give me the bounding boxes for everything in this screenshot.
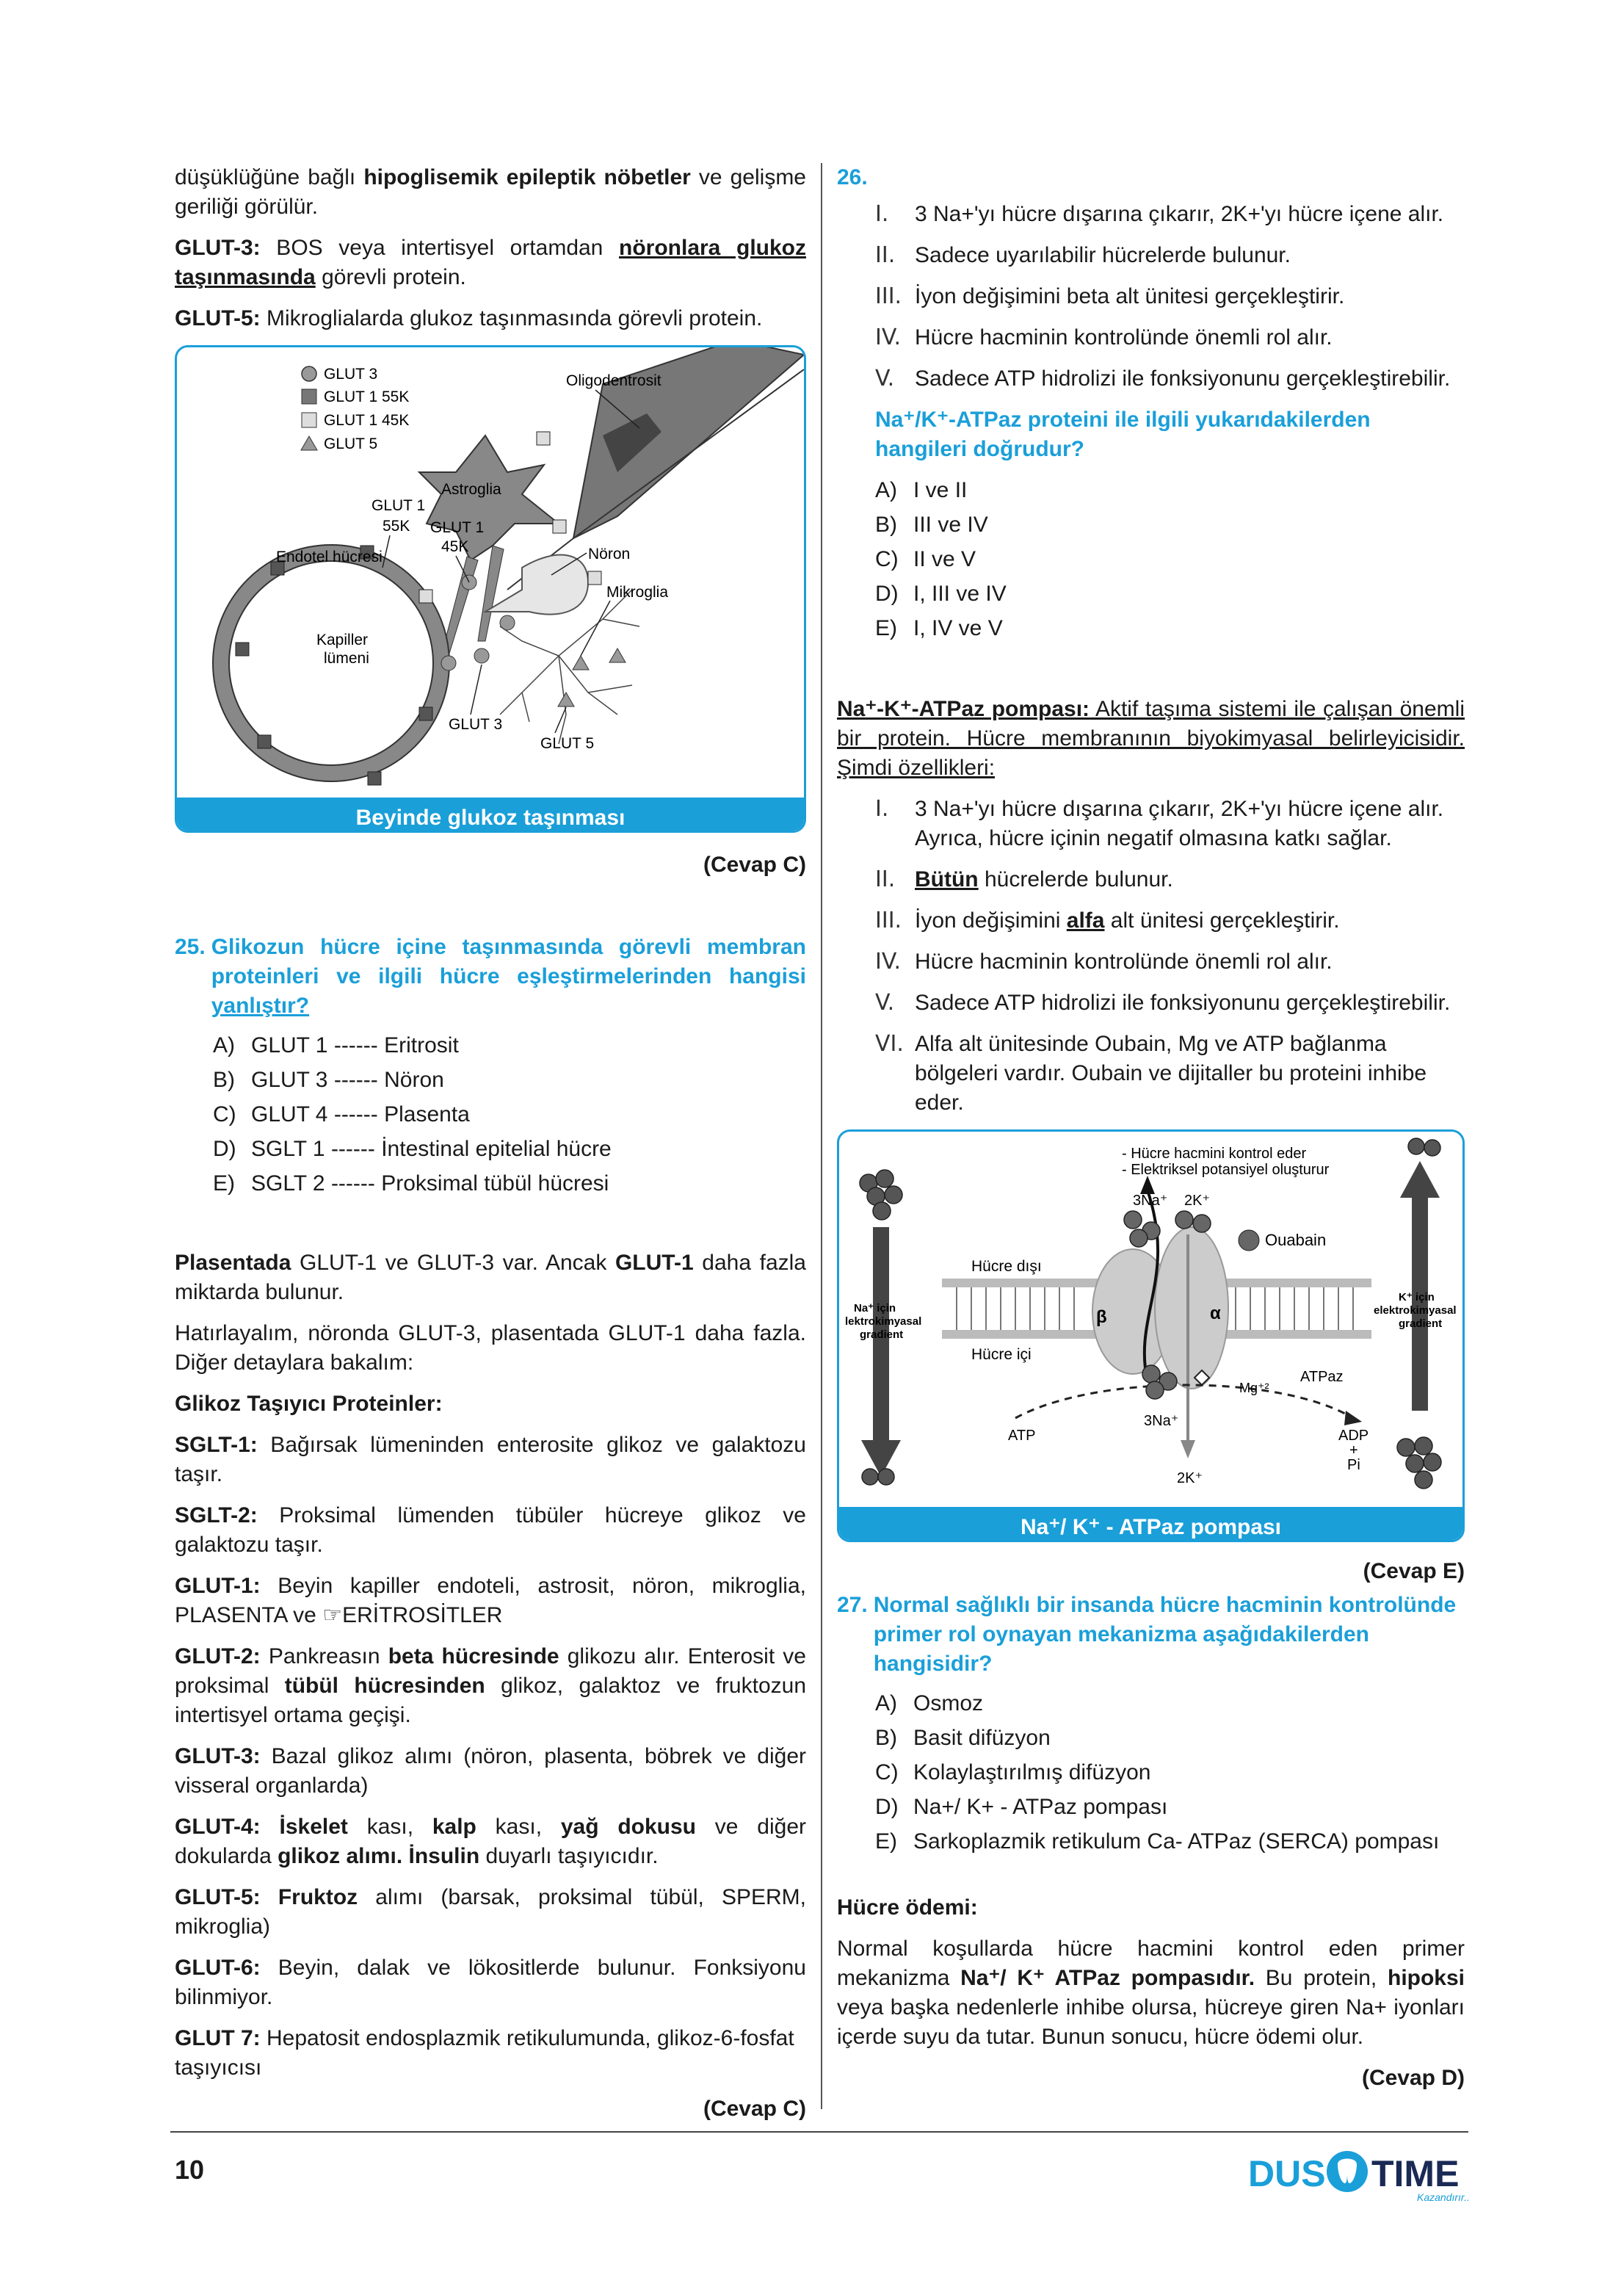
label-beta: β [1096, 1307, 1107, 1327]
glut1-45k-marker [537, 432, 550, 445]
glut1-45k-marker [588, 571, 601, 585]
question-number: 26. [837, 165, 868, 189]
label-capillary-a: Kapiller [316, 632, 369, 648]
glut1-45k-marker [553, 520, 566, 533]
glut1-55k-marker [236, 643, 249, 656]
option-c[interactable]: C) II ve V [875, 547, 976, 571]
option-e[interactable]: E) SGLT 2 ------ Proksimal tübül hücresi [213, 1171, 609, 1196]
label-3na-in: 3Na⁺ [1144, 1413, 1179, 1429]
label-glut5-pointer: GLUT 5 [540, 735, 595, 752]
legend-glut3-marker [302, 366, 316, 381]
option-e[interactable]: E) I, IV ve V [875, 616, 1003, 640]
statement-ii: II. Sadece uyarılabilir hücrelerde bulunur. [875, 242, 1291, 268]
label-oligodendrocyte: Oligodentrosit [566, 372, 661, 389]
answer-label: (Cevap C) [703, 853, 806, 877]
option-c[interactable]: C) GLUT 4 ------ Plasenta [213, 1102, 470, 1127]
label-k-gradient-2: elektrokimyasal [1374, 1304, 1457, 1317]
question-number: 27. [837, 1593, 868, 1617]
label-mg: Mg⁺² [1239, 1381, 1269, 1395]
option-b[interactable]: B) III ve IV [875, 513, 988, 537]
label-plus: + [1349, 1442, 1358, 1458]
legend-glut1-55k-marker [302, 389, 316, 404]
column-divider [821, 163, 822, 2109]
right-column [837, 163, 1465, 2106]
label-glut1-55k-b: 55K [383, 518, 410, 535]
option-b[interactable]: B) Basit difüzyon [875, 1726, 1051, 1750]
glut2-entry: GLUT-2: Pankreasın beta hücresinde glikozu alır. Enterosit ve proksimal tübül hücresinden glikoz, galaktoz ve fruktozun intertisyel ortama geçişi. [175, 1644, 806, 1727]
property-iii: III. İyon değişimini alfa alt ünitesi gerçekleştirir. [875, 908, 1340, 933]
label-volume-control: - Hücre hacmini kontrol eder [1122, 1146, 1307, 1162]
astroglia-body [419, 435, 559, 560]
label-glut3-pointer: GLUT 3 [449, 716, 503, 733]
intro-paragraph: düşüklüğüne bağlı hipoglisemik epileptik nöbetler ve gelişme geriliği görülür. [175, 165, 806, 219]
page-number: 10 [175, 2155, 205, 2185]
label-2k-out: 2K⁺ [1184, 1193, 1211, 1209]
answer-label: (Cevap C) [703, 2097, 806, 2121]
logo-graphic [1248, 2141, 1468, 2207]
label-2k-in: 2K⁺ [1177, 1470, 1203, 1486]
glut1-55k-marker [368, 772, 381, 785]
glut5-marker [609, 648, 626, 662]
cell-edema-text: Normal koşullarda hücre hacmini kontrol eden primer mekanizma Na⁺/ K⁺ ATPaz pompasıdır. Bu protein, hipoksi veya başka nedenlerle inhibe olursa, hücreye giren Na+ iyonları içerde suyu da tutar. Bunun sonucu, hücre ödemi olur. [837, 1937, 1465, 2049]
atp-hydrolysis-arrow [1015, 1385, 1353, 1418]
property-ii: II. Bütün hücrelerde bulunur. [875, 867, 1173, 892]
label-microglia: Mikroglia [606, 584, 669, 601]
label-glut1-45k-a: GLUT 1 [430, 519, 485, 536]
svg-text:DUS: DUS [1248, 2153, 1326, 2194]
ouabain-molecule [1239, 1230, 1259, 1251]
statement-i: I. 3 Na+'yı hücre dışarına çıkarır, 2K+'yı hücre içene alır. [875, 201, 1444, 227]
label-glut1-45k-b: 45K [441, 538, 469, 555]
label-k-gradient-3: gradient [1399, 1317, 1443, 1330]
footer-rule [170, 2131, 1468, 2133]
sglt1-entry: SGLT-1: Bağırsak lümeninden enterosite glikoz ve galaktozu taşır. [175, 1433, 806, 1486]
answer-label: (Cevap D) [1361, 2066, 1465, 2090]
question-25 [175, 933, 806, 1021]
label-adp: ADP [1338, 1428, 1369, 1444]
option-a[interactable]: A) Osmoz [875, 1691, 984, 1715]
answer-options [213, 1031, 806, 1198]
svg-text:TIME: TIME [1371, 2153, 1460, 2194]
section-heading: Glikoz Taşıyıcı Proteinler: [175, 1392, 443, 1416]
question-26-text: Na⁺/K⁺-ATPaz proteini ile ilgili yukarıdakilerden hangileri doğrudur? [875, 408, 1371, 461]
option-e[interactable]: E) Sarkoplazmik retikulum Ca- ATPaz (SERCA) pompası [875, 1829, 1440, 1854]
legend-glut1-45k: GLUT 1 45K [324, 412, 410, 429]
glut1-55k-marker [419, 707, 432, 720]
label-astroglia: Astroglia [441, 481, 501, 498]
label-intracellular: Hücre içi [971, 1346, 1032, 1363]
question-text: Normal sağlıklı bir insanda hücre hacminin kontrolünde primer rol oynayan mekanizma aşağıdakilerden hangisidir? [873, 1593, 1457, 1676]
option-a[interactable]: A) GLUT 1 ------ Eritrosit [213, 1033, 459, 1057]
label-ouabain: Ouabain [1265, 1231, 1327, 1249]
label-atp: ATP [1008, 1428, 1036, 1444]
property-v: V. Sadece ATP hidrolizi ile fonksiyonunu gerçekleştirebilir. [875, 990, 1451, 1016]
pump-intro: Na⁺-K⁺-ATPaz pompası: Aktif taşıma sistemi ile çalışan önemli bir protein. Hücre membranının biyokimyasal belirleyicisidir. Şimdi özellikleri: [837, 697, 1465, 780]
option-c[interactable]: C) Kolaylaştırılmış difüzyon [875, 1760, 1151, 1785]
pointing-hand-icon: ☞ [322, 1603, 343, 1627]
property-vi: VI. Alfa alt ünitesinde Oubain, Mg ve ATP bağlanma bölgeleri vardır. Oubain ve dijitaller bu proteini inhibe eder. [875, 1031, 1427, 1115]
option-d[interactable]: D) SGLT 1 ------ İntestinal epitelial hücre [213, 1137, 612, 1161]
glut5-marker [558, 693, 574, 706]
ion-cluster-top-left [860, 1170, 902, 1220]
legend-glut3: GLUT 3 [324, 366, 378, 383]
legend-glut1-45k-marker [302, 413, 316, 427]
glut3-note: GLUT-3: BOS veya intertisyel ortamdan nöronlara glukoz taşınmasında görevli protein. [175, 236, 806, 289]
glut7-entry: GLUT 7: Hepatosit endosplazmik retikulumunda, glikoz-6-fosfat taşıyıcısı [175, 2026, 794, 2080]
label-electric-potential: - Elektriksel potansiyel oluşturur [1122, 1162, 1330, 1178]
label-endothelial-cell: Endotel hücresi [276, 549, 383, 565]
option-b[interactable]: B) GLUT 3 ------ Nöron [213, 1068, 444, 1092]
label-neuron: Nöron [588, 546, 631, 563]
glut3-marker [441, 656, 456, 670]
label-alpha: α [1210, 1303, 1221, 1323]
property-iv: IV. Hücre hacminin kontrolünde önemli rol alır. [875, 949, 1333, 975]
label-k-gradient-1: K⁺ için [1399, 1291, 1435, 1303]
glut1-45k-marker [419, 590, 432, 603]
figure-caption: Beyinde glukoz taşınması [177, 798, 804, 833]
statement-iv: IV. Hücre hacminin kontrolünde önemli rol alır. [875, 325, 1333, 350]
brain-glucose-diagram [177, 347, 804, 789]
sglt2-entry: SGLT-2: Proksimal lümenden tübüler hücreye glikoz ve galaktozu taşır. [175, 1503, 806, 1557]
na-k-atpase-diagram [839, 1132, 1462, 1499]
property-i: I. 3 Na+'yı hücre dışarına çıkarır, 2K+'yı hücre içene alır. Ayrıca, hücre içinin negatif olmasına katkı sağlar. [875, 796, 1444, 850]
legend-glut1-55k: GLUT 1 55K [324, 388, 410, 405]
answer-label: (Cevap E) [1363, 1559, 1465, 1583]
brain-glucose-figure [175, 345, 806, 833]
explanation-recall: Hatırlayalım, nöronda GLUT-3, plasentada GLUT-1 daha fazla. Diğer detaylara bakalım: [175, 1321, 806, 1375]
glut5-entry: GLUT-5: Fruktoz alımı (barsak, proksimal tübül, SPERM, mikroglia) [175, 1885, 806, 1939]
question-number: 25. [175, 935, 206, 959]
option-d[interactable]: D) Na+/ K+ - ATPaz pompası [875, 1795, 1168, 1819]
dustime-logo [1248, 2141, 1468, 2207]
glut5-marker [573, 656, 589, 670]
legend-glut5: GLUT 5 [324, 435, 378, 452]
label-na-gradient-2: lektrokimyasal [845, 1315, 922, 1328]
cell-edema-title: Hücre ödemi: [837, 1895, 978, 1920]
answer-options [875, 476, 1465, 643]
label-na-gradient-1: Na⁺ için [854, 1302, 896, 1315]
question-text: Glikozun hücre içine taşınmasında görevli membran proteinleri ve ilgili hücre eşleştirmelerinden hangisi yanlıştır? [211, 935, 806, 1018]
glut5-note: GLUT-5: Mikroglialarda glukoz taşınmasında görevli protein. [175, 306, 763, 330]
question-27 [837, 1591, 1465, 1679]
glut6-entry: GLUT-6: Beyin, dalak ve lökositlerde bulunur. Fonksiyonu bilinmiyor. [175, 1956, 806, 2009]
label-3na-out: 3Na⁺ [1133, 1193, 1168, 1209]
label-na-gradient-3: gradient [860, 1328, 904, 1341]
label-pi: Pi [1347, 1457, 1360, 1473]
option-a[interactable]: A) I ve II [875, 478, 968, 502]
ion-cluster-top-right [1408, 1138, 1440, 1156]
label-capillary-b: lümeni [324, 650, 369, 667]
na-k-atpase-figure [837, 1129, 1465, 1542]
explanation-placenta: Plasentada GLUT-1 ve GLUT-3 var. Ancak GLUT-1 daha fazla miktarda bulunur. [175, 1251, 806, 1304]
left-column [175, 163, 806, 2137]
answer-options [875, 1689, 1465, 1856]
option-d[interactable]: D) I, III ve IV [875, 582, 1007, 606]
statement-iii: III. İyon değişimini beta alt ünitesi gerçekleştirir. [875, 283, 1345, 309]
ion-cluster-bottom-right [1397, 1437, 1441, 1489]
legend-glut5-marker [301, 436, 317, 450]
glut3-marker [474, 648, 489, 663]
microglia-branches [500, 590, 639, 744]
label-extracellular: Hücre dışı [971, 1258, 1042, 1275]
label-glut1-55k-a: GLUT 1 [371, 497, 426, 514]
statement-v: V. Sadece ATP hidrolizi ile fonksiyonunu gerçekleştirebilir. [875, 366, 1451, 391]
svg-text:Kazandırır...: Kazandırır... [1417, 2191, 1468, 2203]
glut1-55k-marker [258, 735, 271, 748]
glut1-entry: GLUT-1: Beyin kapiller endoteli, astrosit, nöron, mikroglia, PLASENTA ve ☞ERİTROSİTLER [175, 1574, 806, 1627]
glut3-entry: GLUT-3: Bazal glikoz alımı (nöron, plasenta, böbrek ve diğer visseral organlarda) [175, 1744, 806, 1798]
glut4-entry: GLUT-4: İskelet kası, kalp kası, yağ dokusu ve diğer dokularda glikoz alımı. İnsulin duyarlı taşıyıcıdır. [175, 1815, 806, 1868]
label-atpase: ATPaz [1300, 1369, 1344, 1385]
figure-caption: Na⁺/ K⁺ - ATPaz pompası [839, 1507, 1462, 1542]
